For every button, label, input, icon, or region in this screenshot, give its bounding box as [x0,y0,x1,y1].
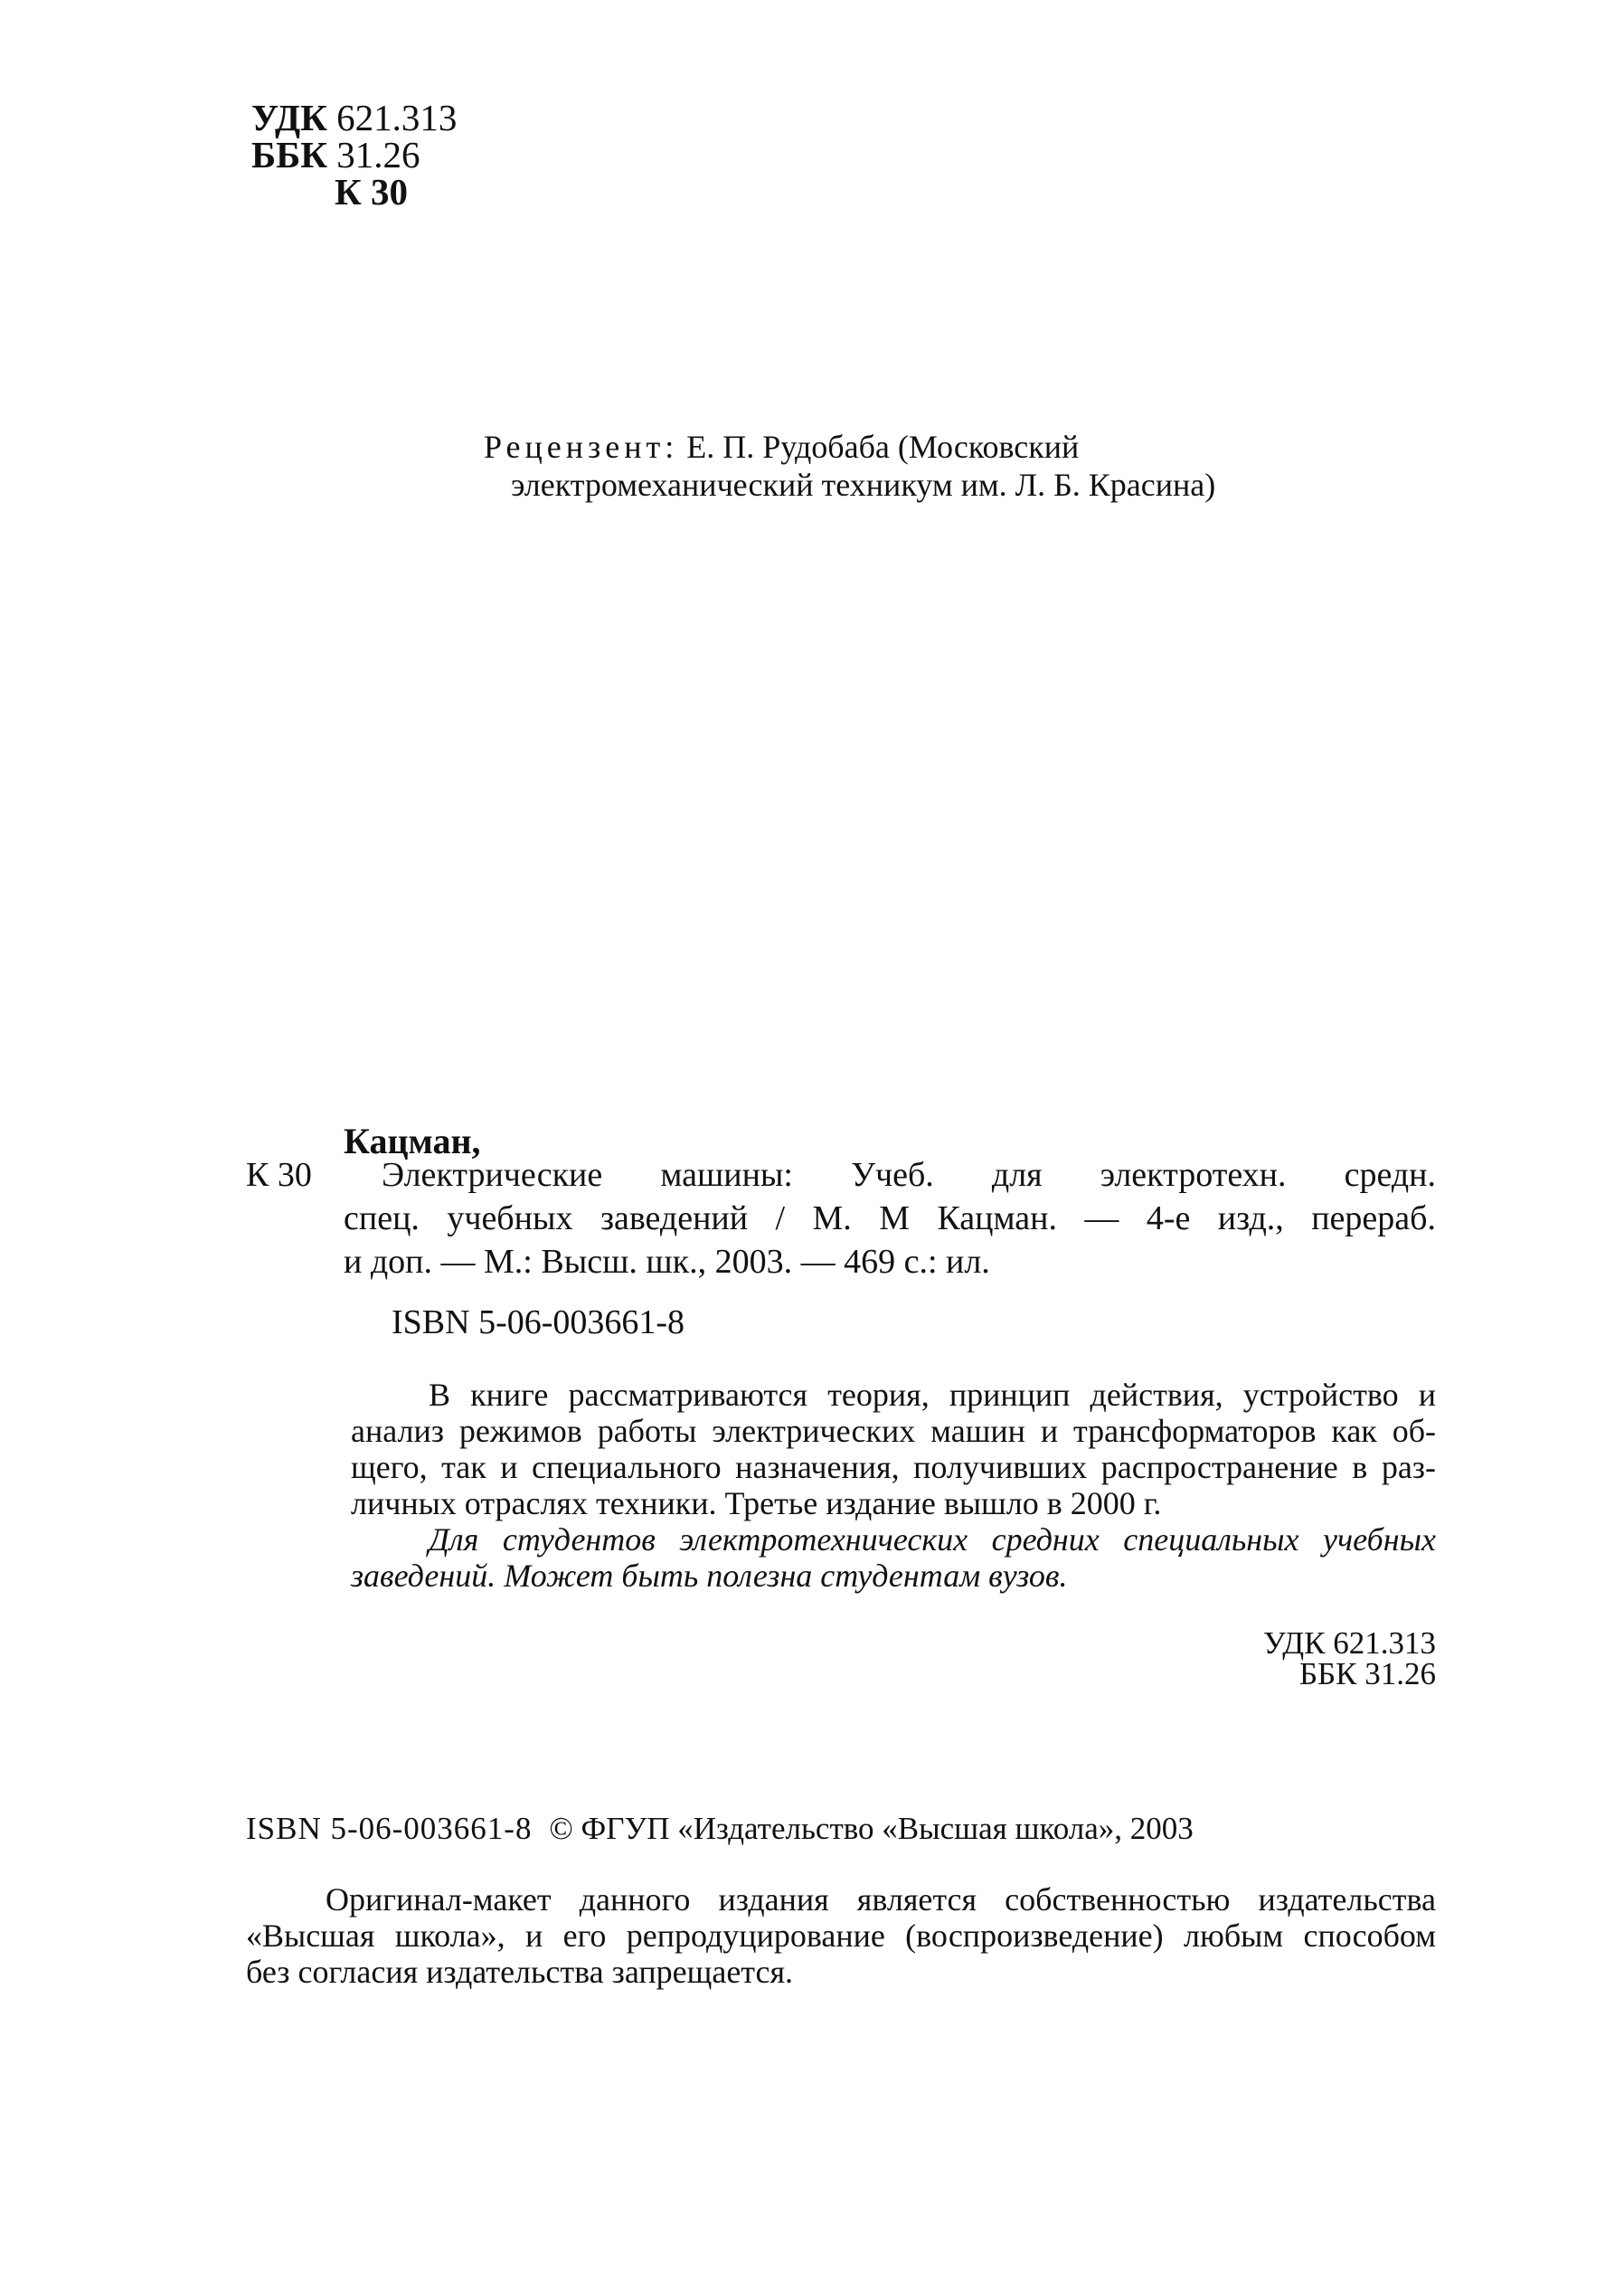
bbk-label: ББК [251,134,327,175]
bibliography-line-3: и доп. — М.: Высш. шк., 2003. — 469 с.: ил. [344,1243,990,1281]
udk-bottom: УДК 621.313 [1263,1625,1436,1661]
bibliography-record [344,1153,1436,1283]
reviewer-line-1 [484,428,1215,466]
copyright-holder: © ФГУП «Издательство «Высшая школа», 2003 [549,1811,1194,1846]
bbk-bottom: ББК 31.26 [1298,1656,1436,1691]
bbk-line [251,134,457,175]
reviewer-line-2: электромеханический техникум им. Л. Б. Красина) [511,467,1216,503]
abstract-line-4: личных отраслях техники. Третье издание вышло в 2000 г. [351,1485,1162,1521]
bibliography-cutter: К 30 [246,1156,312,1194]
bibliography-line-1: Электрические машины: Учеб. для электротехн. средн. [382,1156,1436,1194]
abstract-line-2: анализ режимов работы электрических машин и трансформаторов как об- [351,1413,1436,1449]
classification-block [251,99,457,211]
reviewer-label: Рецензент: [484,429,679,465]
classification-bottom [1176,1625,1436,1691]
cutter-mark: К 30 [335,171,408,213]
notice-line-2: «Высшая школа», и его репродуцирование (воспроизведение) любым способом [246,1918,1436,1954]
udk-value: 621.313 [336,97,458,138]
author-heading: Кацман, [344,1121,481,1161]
reviewer-name: Е. П. Рудобаба (Московский [686,429,1080,465]
udk-label: УДК [251,97,327,138]
isbn: ISBN 5-06-003661-8 [392,1303,685,1341]
notice-line-1: Оригинал-макет данного издания является собственностью издательства [326,1881,1436,1918]
abstract-line-1: В книге рассматриваются теория, принцип действия, устройство и [429,1377,1436,1413]
udk-line [251,99,457,137]
reproduction-notice [246,1881,1436,1990]
audience-line-2: заведений. Может быть полезна студентам вузов. [351,1558,1068,1594]
copyright-line [246,1811,1194,1847]
bibliography-line-2: спец. учебных заведений / М. М Кацман. — 4-е изд., перераб. [344,1199,1436,1237]
audience-line-1: Для студентов электротехнических средних специальных учебных [429,1521,1436,1558]
bbk-value: 31.26 [336,134,420,175]
abstract [351,1377,1436,1594]
abstract-line-3: щего, так и специального назначения, получивших распространение в раз- [351,1449,1436,1485]
copyright-isbn: ISBN 5-06-003661-8 [246,1811,533,1846]
notice-line-3: без согласия издательства запрещается. [246,1954,794,1990]
reviewer-block [484,428,1215,504]
